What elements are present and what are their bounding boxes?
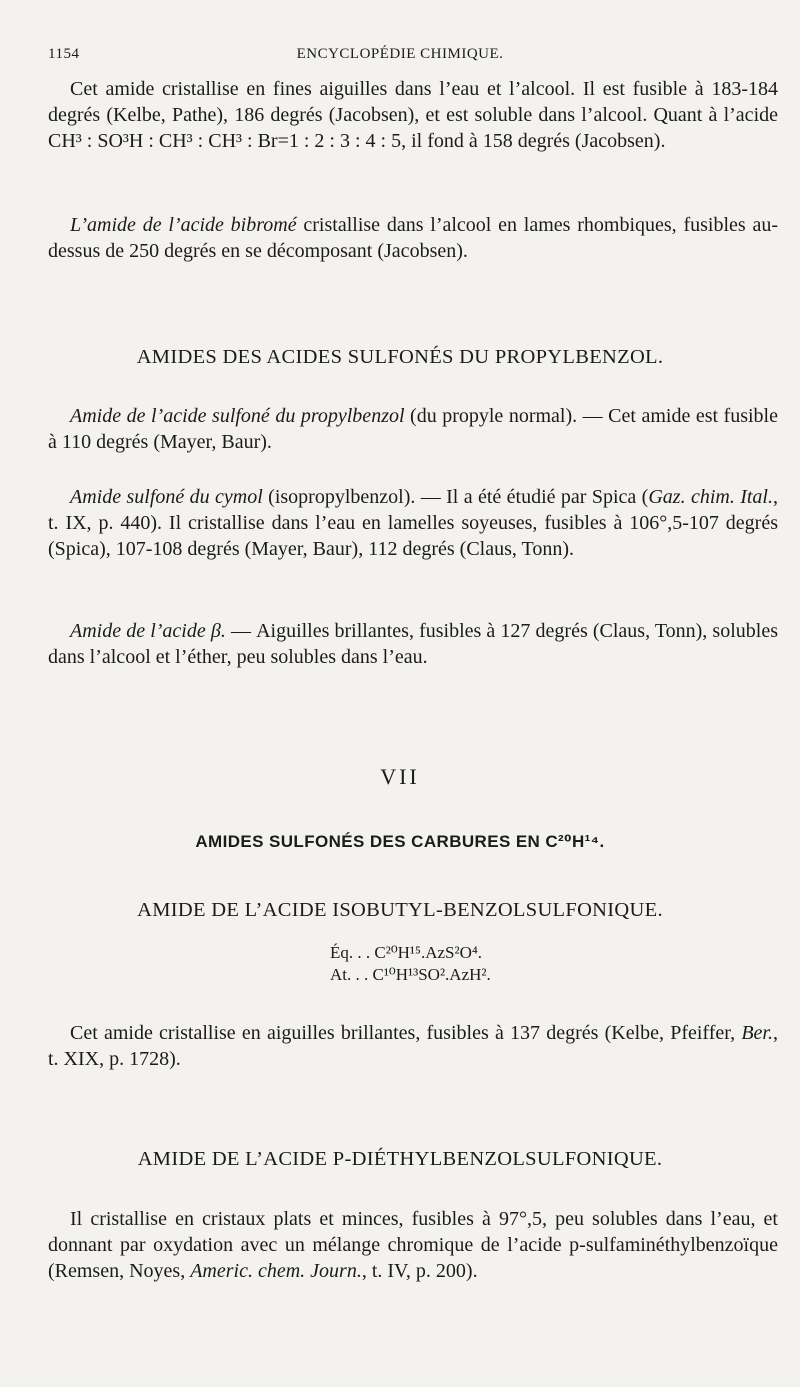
paragraph-3-italic: Amide de l’acide sulfoné du propylbenzol bbox=[70, 405, 405, 427]
paragraph-6-text-1: Cet amide cristallise en aiguilles brillantes, fusibles à 137 degrés (Kelbe, Pfeiffer, bbox=[70, 1022, 742, 1044]
paragraph-4 bbox=[48, 484, 778, 562]
formula-at-value: C¹⁰H¹³SO².AzH². bbox=[372, 965, 491, 984]
paragraph-5-text: — Aiguilles brillantes, fusibles à 127 degrés (Claus, Tonn), solubles dans l’alcool et l’éther, peu solubles dans l’eau. bbox=[48, 620, 778, 668]
paragraph-3 bbox=[48, 403, 778, 455]
paragraph-7-text-1: Il cristallise en cristaux plats et minces, fusibles à 97°,5, peu solubles dans l’eau, et donnant par oxydation avec un mélange chromique de l’acide p-sulfaminéthylbenzoïque (Remsen, Noyes, bbox=[48, 1208, 778, 1282]
section-number: VII bbox=[380, 764, 420, 789]
paragraph-5-italic: Amide de l’acide β. bbox=[70, 620, 226, 642]
paragraph-4-text-2: , t. IX, p. 440). Il cristallise dans l’eau en lamelles soyeuses, fusibles à 106°,5-107 degrés (Spica), 107-108 degrés (Mayer, Baur), 112 degrés (Claus, Tonn). bbox=[48, 486, 778, 560]
paragraph-1: Cet amide cristallise en fines aiguilles dans l’eau et l’alcool. Il est fusible à 183-184 degrés (Kelbe, Pathe), 186 degrés (Jacobsen), et est soluble dans l’alcool. Quant à l’acide CH³ : SO³H : CH³ : CH³ : Br=1 : 2 : 3 : 4 : 5, il fond à 158 degrés (Jacobsen). bbox=[48, 78, 778, 152]
formula-eq-value: C²⁰H¹⁵.AzS²O⁴. bbox=[374, 943, 483, 962]
running-title: ENCYCLOPÉDIE CHIMIQUE. bbox=[296, 46, 504, 62]
paragraph-4-text-1: (isopropylbenzol). — Il a été étudié par Spica ( bbox=[262, 486, 649, 508]
paragraph-3-text: (du propyle normal). — Cet amide est fusible à 110 degrés (Mayer, Baur). bbox=[48, 405, 778, 453]
paragraph-5 bbox=[48, 618, 778, 670]
formula-eq-label: Éq. . . bbox=[330, 943, 371, 962]
heading-isobutyl: AMIDE DE L’ACIDE ISOBUTYL-BENZOLSULFONIQUE. bbox=[137, 899, 663, 921]
paragraph-4-italic-2: Gaz. chim. Ital. bbox=[648, 486, 773, 508]
section-title: AMIDES SULFONÉS DES CARBURES EN C²⁰H¹⁴. bbox=[195, 832, 605, 851]
formula-at-label: At. . . bbox=[330, 965, 369, 984]
paragraph-6-text-2: , t. XIX, p. 1728). bbox=[48, 1022, 778, 1070]
paragraph-2-text: cristallise dans l’alcool en lames rhombiques, fusibles au-dessus de 250 degrés en se décomposant (Jacobsen). bbox=[48, 214, 778, 262]
paragraph-7 bbox=[48, 1206, 778, 1284]
paragraph-2 bbox=[48, 212, 778, 264]
page-number: 1154 bbox=[48, 46, 80, 62]
paragraph-6-italic: Ber. bbox=[741, 1022, 773, 1044]
paragraph-6 bbox=[48, 1020, 778, 1072]
formula-at bbox=[330, 964, 491, 986]
heading-diethyl: AMIDE DE L’ACIDE P-DIÉTHYLBENZOLSULFONIQUE. bbox=[137, 1148, 663, 1170]
paragraph-2-italic: L’amide de l’acide bibromé bbox=[70, 214, 297, 236]
paragraph-7-text-2: , t. IV, p. 200). bbox=[361, 1260, 478, 1282]
paragraph-4-italic-1: Amide sulfoné du cymol bbox=[70, 486, 263, 508]
formula-eq bbox=[330, 942, 482, 964]
running-head bbox=[48, 46, 752, 68]
heading-propylbenzol: AMIDES DES ACIDES SULFONÉS DU PROPYLBENZOL. bbox=[136, 346, 664, 368]
paragraph-7-italic: Americ. chem. Journ. bbox=[190, 1260, 362, 1282]
